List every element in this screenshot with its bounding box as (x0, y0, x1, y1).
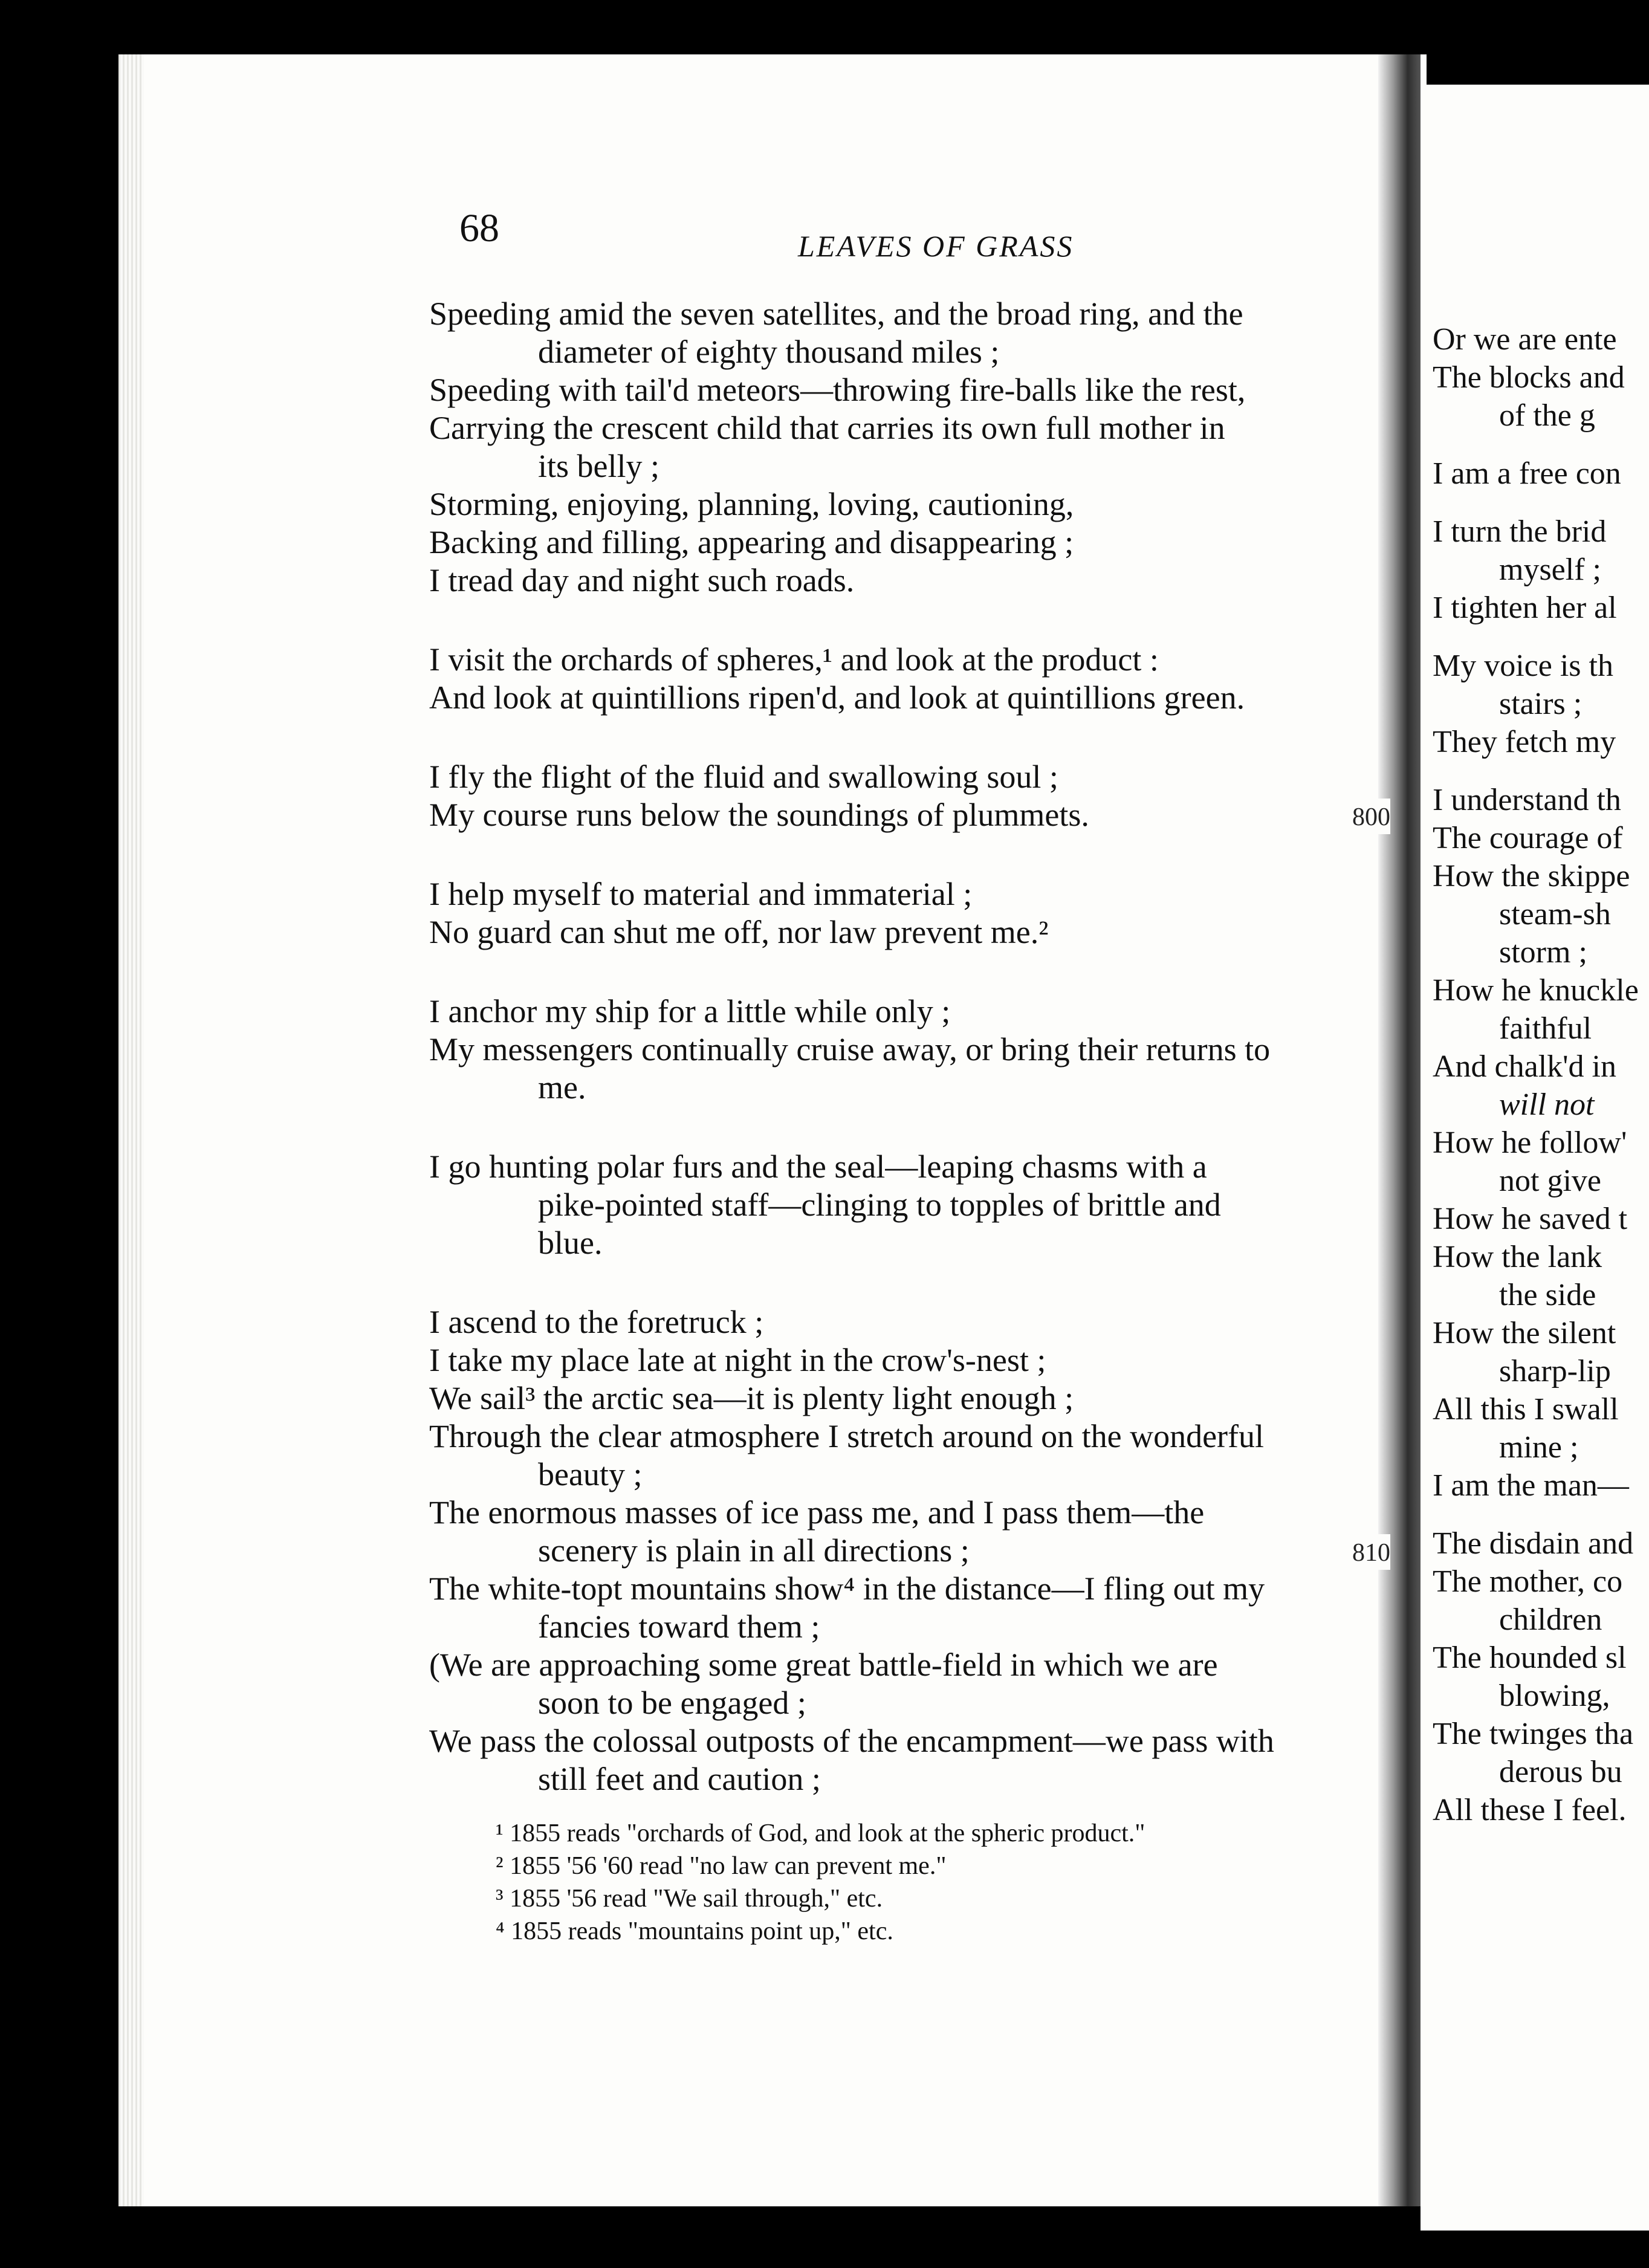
poem-line-text: scenery is plain in all directions ; (538, 1532, 970, 1569)
right-page-line: They fetch my (1433, 725, 1616, 759)
poem-line (429, 1684, 1390, 1722)
right-page-line: of the g (1499, 398, 1595, 433)
poem-line (429, 1031, 1390, 1069)
poem-line (429, 1494, 1390, 1532)
poem-line (429, 1570, 1390, 1608)
right-page-line: My voice is th (1433, 649, 1613, 683)
poem-line (429, 993, 1390, 1031)
right-page-line: The courage of (1433, 821, 1623, 855)
poem-line-text: Speeding amid the seven satellites, and the broad ring, and the (429, 296, 1243, 332)
poem-line-text: I go hunting polar furs and the seal—leaping chasms with a (429, 1149, 1207, 1185)
running-title: LEAVES OF GRASS (798, 229, 1074, 263)
right-page-line: How the silent (1433, 1316, 1616, 1350)
poem-line (429, 409, 1390, 447)
poem-line-text: My messengers continually cruise away, or bring their returns to (429, 1031, 1271, 1068)
poem-line (429, 523, 1390, 562)
poem-line-text: I anchor my ship for a little while only ; (429, 993, 951, 1029)
footnotes (496, 1817, 1390, 1948)
footnote: ³ 1855 '56 read "We sail through," etc. (496, 1885, 883, 1913)
right-page-line: I am the man— (1433, 1468, 1629, 1503)
poem-line (429, 333, 1390, 371)
right-page-line: The hounded sl (1433, 1641, 1627, 1675)
poem-line (429, 1532, 1390, 1570)
poem-line-text: soon to be engaged ; (538, 1685, 806, 1721)
poem-line (429, 562, 1390, 600)
right-page-line: myself ; (1499, 552, 1601, 587)
right-page-line: How he knuckle (1433, 973, 1639, 1008)
stanza-gap (429, 600, 1390, 641)
poem-line (429, 1379, 1390, 1418)
poem-line (429, 1186, 1390, 1224)
stanza-gap (1433, 435, 1649, 455)
poem-line (429, 1722, 1390, 1760)
poem-line (429, 1646, 1390, 1684)
poem-line-text: (We are approaching some great battle-field in which we are (429, 1647, 1218, 1683)
right-page-line: All this I swall (1433, 1392, 1619, 1427)
poem-line (429, 758, 1390, 796)
poem-line (429, 1069, 1390, 1107)
right-page-line: The blocks and (1433, 360, 1625, 395)
stanza-gap (1433, 761, 1649, 781)
right-page-line: the side (1499, 1278, 1596, 1312)
right-page-line: I understand th (1433, 783, 1621, 817)
poem-line-text: I help myself to material and immaterial ; (429, 876, 973, 912)
stanza-gap (429, 834, 1390, 875)
poem-line-text: beauty ; (538, 1456, 643, 1492)
poem-line (429, 1456, 1390, 1494)
right-page-line: The twinges tha (1433, 1717, 1634, 1751)
line-number: 810 (1345, 1534, 1390, 1570)
right-page-line: Or we are ente (1433, 322, 1617, 357)
right-page-line: storm ; (1499, 935, 1587, 970)
poem-line (429, 295, 1390, 333)
poem-line (429, 1224, 1390, 1262)
footnote: ² 1855 '56 '60 read "no law can prevent me." (496, 1852, 947, 1880)
right-page-line: And chalk'd in (1433, 1049, 1616, 1084)
stanza-gap (1433, 627, 1649, 647)
right-page-line: will not (1499, 1087, 1595, 1122)
poem-line (429, 1303, 1390, 1341)
poem-text (429, 295, 1390, 1798)
right-page-line: I tighten her al (1433, 591, 1617, 625)
poem-line-text: diameter of eighty thousand miles ; (538, 334, 1000, 370)
right-page-line: blowing, (1499, 1679, 1610, 1713)
right-page-text (1433, 320, 1649, 1829)
poem-line-text: The enormous masses of ice pass me, and I pass them—the (429, 1494, 1205, 1531)
poem-line-text: No guard can shut me off, nor law prevent me.² (429, 914, 1049, 950)
stanza-gap (429, 717, 1390, 758)
poem-line (429, 1760, 1390, 1798)
right-page-line: I turn the brid (1433, 514, 1607, 549)
right-page-line: How he follow' (1433, 1126, 1627, 1160)
poem-line (429, 796, 1390, 834)
stanza-gap (429, 1107, 1390, 1148)
right-page-line: All these I feel. (1433, 1793, 1627, 1827)
footnote: ⁴ 1855 reads "mountains point up," etc. (496, 1917, 893, 1945)
poem-line (429, 875, 1390, 913)
poem-line-text: still feet and caution ; (538, 1761, 821, 1797)
poem-line (429, 485, 1390, 523)
stanza-gap (1433, 493, 1649, 513)
poem-line-text: Storming, enjoying, planning, loving, cautioning, (429, 486, 1074, 522)
right-page-line: faithful (1499, 1011, 1592, 1046)
poem-line-text: its belly ; (538, 448, 659, 484)
stanza-gap (429, 1262, 1390, 1303)
poem-line-text: Backing and filling, appearing and disappearing ; (429, 524, 1074, 560)
right-page (1421, 85, 1649, 2231)
poem-line-text: Through the clear atmosphere I stretch around on the wonderful (429, 1418, 1265, 1454)
poem-line (429, 447, 1390, 485)
page-number: 68 (459, 206, 499, 250)
poem-line-text: me. (538, 1069, 586, 1106)
footnote: ¹ 1855 reads "orchards of God, and look at the spheric product." (496, 1819, 1145, 1847)
poem-line-text: Speeding with tail'd meteors—throwing fire-balls like the rest, (429, 372, 1246, 408)
poem-line (429, 913, 1390, 951)
poem-line (429, 1148, 1390, 1186)
poem-line-text: I tread day and night such roads. (429, 562, 855, 598)
poem-line (429, 641, 1390, 679)
poem-line-text: I visit the orchards of spheres,¹ and look at the product : (429, 641, 1159, 678)
poem-line (429, 679, 1390, 717)
poem-line (429, 371, 1390, 409)
right-page-line: sharp-lip (1499, 1354, 1611, 1388)
right-page-line: steam-sh (1499, 897, 1611, 932)
right-page-line: How he saved t (1433, 1202, 1628, 1236)
poem-line-text: pike-pointed staff—clinging to topples of brittle and (538, 1187, 1221, 1223)
right-page-line: How the lank (1433, 1240, 1602, 1274)
right-page-line: The disdain and (1433, 1526, 1634, 1561)
stanza-gap (429, 951, 1390, 993)
poem-line-text: And look at quintillions ripen'd, and look at quintillions green. (429, 679, 1245, 716)
poem-line-text: The white-topt mountains show⁴ in the distance—I fling out my (429, 1570, 1265, 1607)
stanza-gap (1433, 1505, 1649, 1524)
right-page-line: The mother, co (1433, 1564, 1623, 1599)
page-edge (118, 54, 144, 2206)
poem-line-text: blue. (538, 1225, 603, 1261)
poem-line-text: My course runs below the soundings of plummets. (429, 797, 1089, 833)
poem-line (429, 1608, 1390, 1646)
right-page-line: How the skippe (1433, 859, 1630, 893)
right-page-line: I am a free con (1433, 456, 1621, 491)
poem-line-text: I ascend to the foretruck ; (429, 1304, 764, 1340)
right-page-line: stairs ; (1499, 687, 1583, 721)
poem-line (429, 1341, 1390, 1379)
poem-line-text: I take my place late at night in the crow's-nest ; (429, 1342, 1046, 1378)
right-page-line: not give (1499, 1164, 1601, 1198)
right-page-line: derous bu (1499, 1755, 1622, 1789)
right-page-line: children (1499, 1602, 1602, 1637)
poem-line-text: I fly the flight of the fluid and swallowing soul ; (429, 759, 1058, 795)
poem-line-text: fancies toward them ; (538, 1609, 820, 1645)
right-page-line: mine ; (1499, 1430, 1579, 1465)
poem-line (429, 1418, 1390, 1456)
poem-line-text: Carrying the crescent child that carries its own full mother in (429, 410, 1225, 446)
poem-line-text: We pass the colossal outposts of the encampment—we pass with (429, 1723, 1274, 1759)
line-number: 800 (1345, 799, 1390, 834)
poem-line-text: We sail³ the arctic sea—it is plenty light enough ; (429, 1380, 1074, 1416)
